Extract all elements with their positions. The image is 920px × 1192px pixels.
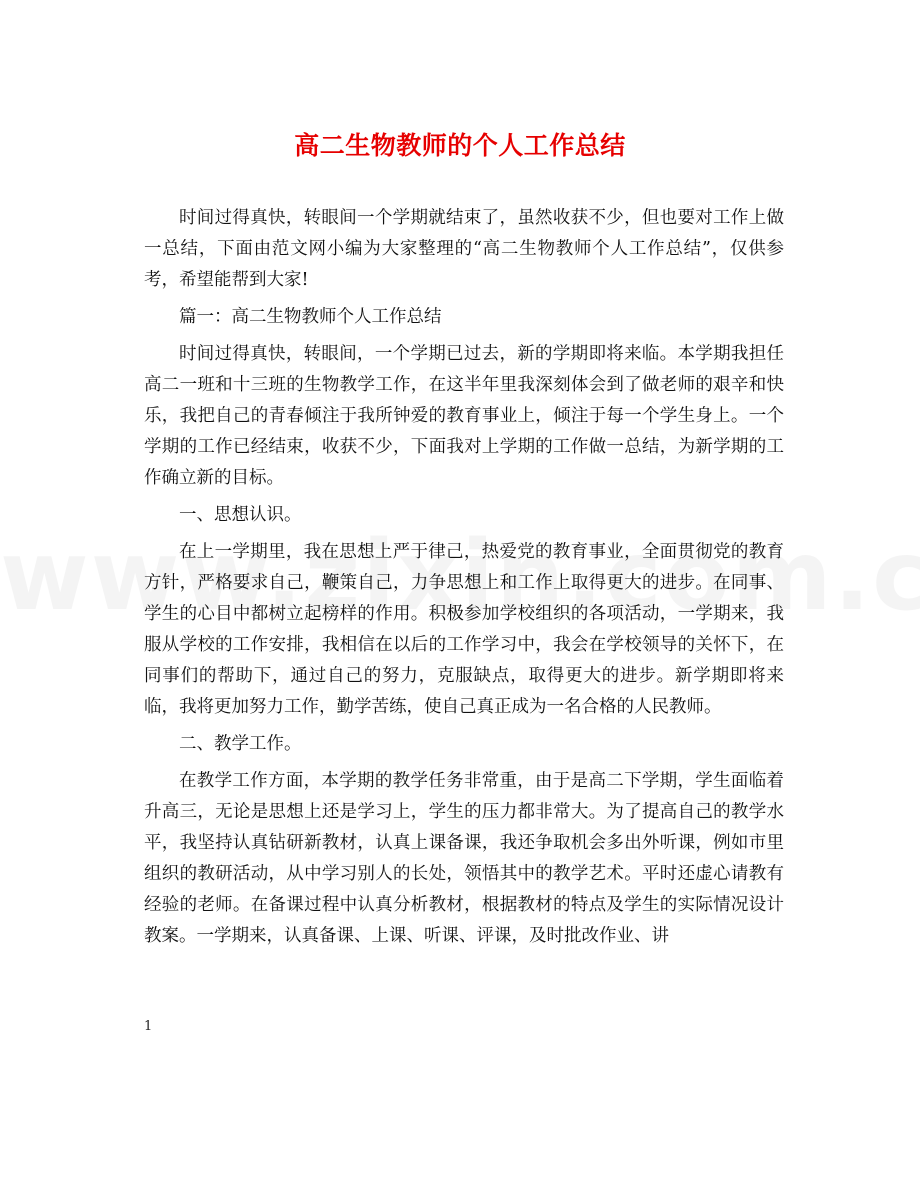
paragraph-heading-teaching: 二、教学工作。 (179, 734, 302, 754)
document-body (144, 203, 784, 958)
paragraph-intro: 时间过得真快，转眼间一个学期就结束了，虽然收获不少，但也要对工作上做一总结，下面由范文网小编为大家整理的“高二生物教师个人工作总结”，仅供参考，希望能帮到大家! (144, 208, 784, 290)
paragraph-heading-thought: 一、思想认识。 (179, 505, 302, 525)
page-number: 1 (144, 1019, 153, 1034)
paragraph-teaching: 在教学工作方面，本学期的教学任务非常重，由于是高二下学期，学生面临着升高三，无论是思想上还是学习上，学生的压力都非常大。为了提高自己的教学水平，我坚持认真钻研新教材，认真上课备课，我还争取机会多出外听课，例如市里组织的教研活动，从中学习别人的长处，领悟其中的教学艺术。平时还虚心请教有经验的老师。在备课过程中认真分析教材，根据教材的特点及学生的实际情况设计教案。一学期来，认真备课、上课、听课、评课，及时批改作业、讲 (144, 771, 784, 946)
paragraph-overview: 时间过得真快，转眼间，一个学期已过去，新的学期即将来临。本学期我担任高二一班和十三班的生物教学工作，在这半年里我深刻体会到了做老师的艰辛和快乐，我把自己的青春倾注于我所钟爱的教育事业上，倾注于每一个学生身上。一个学期的工作已经结束，收获不少，下面我对上学期的工作做一总结，为新学期的工作确立新的目标。 (144, 344, 784, 488)
paragraph-section-heading: 篇一：高二生物教师个人工作总结 (179, 307, 442, 327)
document-title: 高二生物教师的个人工作总结 (294, 131, 626, 160)
paragraph-thought: 在上一学期里，我在思想上严于律己，热爱党的教育事业，全面贯彻党的教育方针，严格要求自己，鞭策自己，力争思想上和工作上取得更大的进步。在同事、学生的心目中都树立起榜样的作用。积极参加学校组织的各项活动，一学期来，我服从学校的工作安排，我相信在以后的工作学习中，我会在学校领导的关怀下，在同事们的帮助下，通过自己的努力，克服缺点，取得更大的进步。新学期即将来临，我将更加努力工作，勤学苦练，使自己真正成为一名合格的人民教师。 (144, 542, 784, 717)
